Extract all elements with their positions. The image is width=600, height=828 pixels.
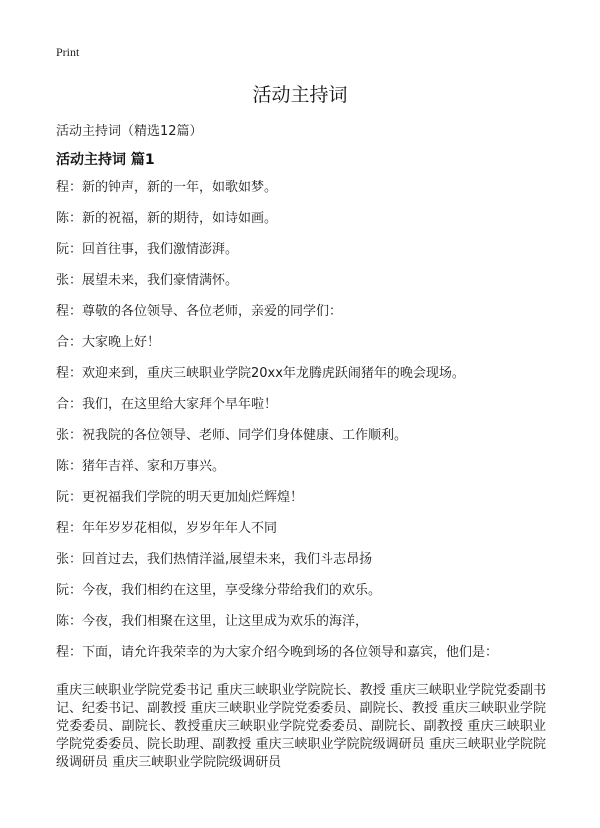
dialogue-line: 阮：今夜，我们相约在这里，享受缘分带给我们的欢乐。 [56,583,382,598]
document-subtitle: 活动主持词（精选12篇） [56,124,203,139]
dialogue-line: 程：年年岁岁花相似，岁岁年年人不同 [56,521,278,536]
dialogue-line: 程：欢迎来到，重庆三峡职业学院20xx年龙腾虎跃闹猪年的晚会现场。 [56,366,465,381]
section-heading: 活动主持词 篇1 [56,152,155,168]
dialogue-line: 张：回首过去，我们热情洋溢,展望未来，我们斗志昂扬 [56,552,373,567]
dialogue-line: 合：我们，在这里给大家拜个早年啦！ [56,397,278,412]
dialogue-line: 阮：更祝福我们学院的明天更加灿烂辉煌！ [56,490,304,505]
dialogue-line: 陈：新的祝福，新的期待，如诗如画。 [56,211,278,226]
dialogue-line: 程：下面，请允许我荣幸的为大家介绍今晚到场的各位领导和嘉宾，他们是： [56,645,499,660]
dialogue-line: 程：新的钟声，新的一年，如歌如梦。 [56,180,278,195]
guest-list-paragraph: 重庆三峡职业学院党委书记 重庆三峡职业学院院长、教授 重庆三峡职业学院党委副书记、纪委书记、副教授 重庆三峡职业学院党委委员、副院长、教授 重庆三峡职业学院党委委员、副院长、教授重庆三峡职业学院党委委员、副院长、副教授 重庆三峡职业学院党委委员、院长助理、副教授 重庆三峡职业学院院级调研员 重庆三峡职业学院院级调研员 重庆三峡职业学院院级调研员 [56,683,546,770]
dialogue-line: 程：尊敬的各位领导、各位老师，亲爱的同学们： [56,304,343,319]
dialogue-line: 阮：回首往事，我们激情澎湃。 [56,242,239,257]
print-label: Print [56,45,80,59]
dialogue-line: 张：展望未来，我们豪情满怀。 [56,273,239,288]
dialogue-line: 陈：今夜，我们相聚在这里，让这里成为欢乐的海洋， [56,614,369,629]
dialogue-line: 陈：猪年吉祥、家和万事兴。 [56,459,226,474]
dialogue-line: 张：祝我院的各位领导、老师、同学们身体健康、工作顺利。 [56,428,408,443]
dialogue-lines [56,178,556,674]
document-title: 活动主持词 [252,84,348,106]
dialogue-line: 合：大家晚上好！ [56,335,161,350]
